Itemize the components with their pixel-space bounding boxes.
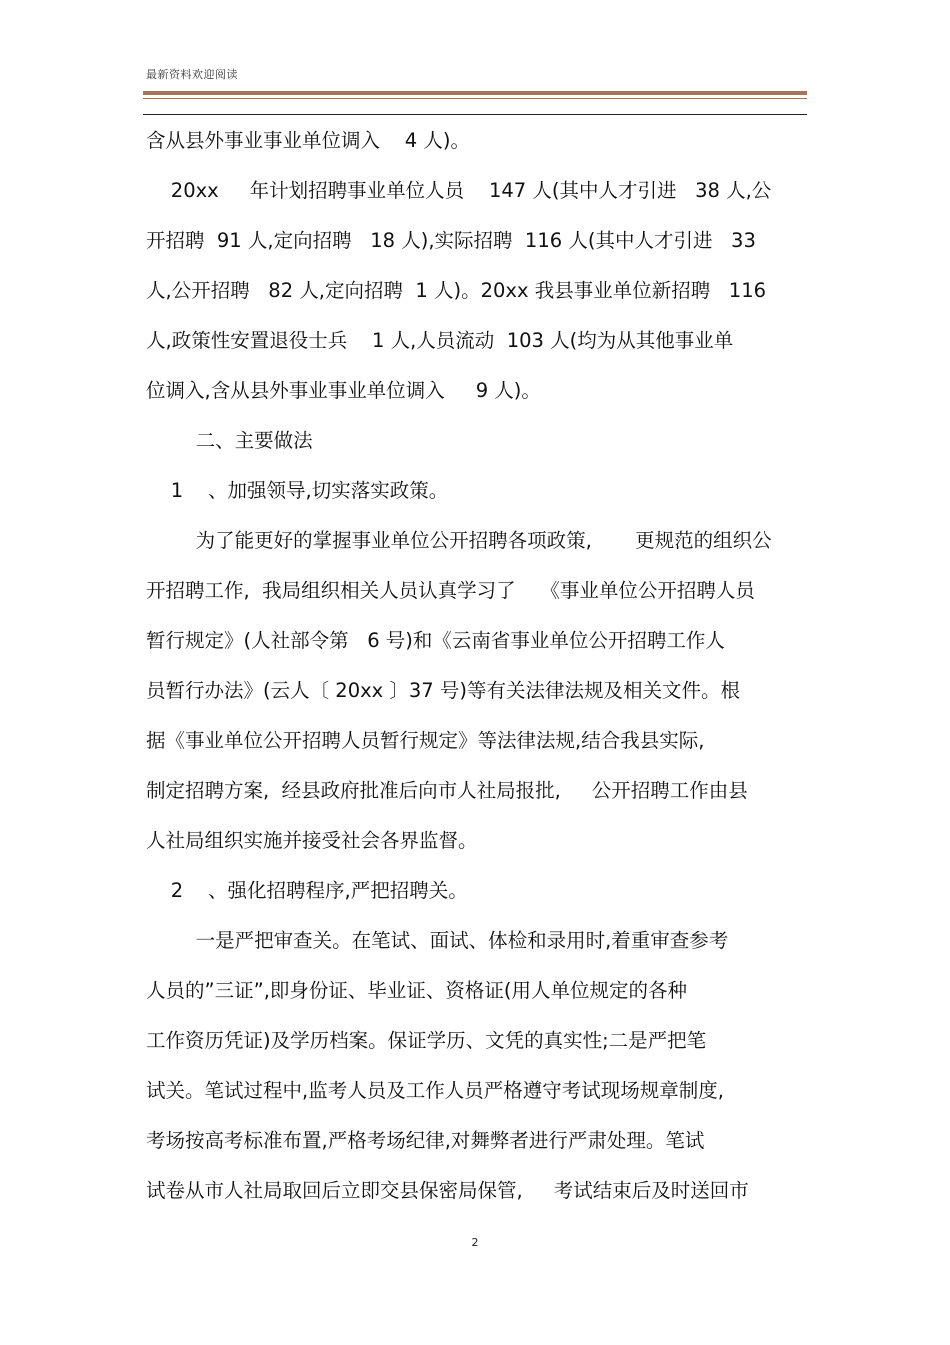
text-line: 一是严把审查关。在笔试、面试、体检和录用时,着重审查参考 (146, 929, 729, 952)
text-line: 制定招聘方案, 经县政府批准后向市人社局报批, 公开招聘工作由县 (146, 779, 748, 802)
text-line: 开招聘 91 人,定向招聘 18 人),实际招聘 116 人(其中人才引进 33 (146, 229, 756, 252)
text-line: 考场按高考标准布置,严格考场纪律,对舞弊者进行严肃处理。笔试 (146, 1129, 705, 1152)
text-line: 工作资历凭证)及学历档案。保证学历、文凭的真实性;二是严把笔 (146, 1029, 707, 1052)
page-header: 最新资料欢迎阅读 (146, 68, 238, 81)
subsection-heading: 2 、强化招聘程序,严把招聘关。 (146, 879, 468, 902)
text-line: 开招聘工作, 我局组织相关人员认真学习了 《事业单位公开招聘人员 (146, 579, 755, 602)
text-line: 据《事业单位公开招聘人员暂行规定》等法律法规,结合我县实际, (146, 729, 705, 752)
text-line: 员暂行办法》(云人〔 20xx 〕37 号)等有关法律法规及相关文件。根 (146, 679, 741, 702)
text-line: 为了能更好的掌握事业单位公开招聘各项政策, 更规范的组织公 (146, 529, 772, 552)
header-rule-black (143, 114, 807, 115)
text-line: 试关。笔试过程中,监考人员及工作人员严格遵守考试现场规章制度, (146, 1079, 724, 1102)
header-rule-thick (143, 91, 807, 95)
text-line: 人,政策性安置退役士兵 1 人,人员流动 103 人(均为从其他事业单 (146, 329, 734, 352)
subsection-heading: 1 、加强领导,切实落实政策。 (146, 479, 449, 502)
text-line: 位调入,含从县外事业事业单位调入 9 人)。 (146, 379, 541, 402)
text-line: 人社局组织实施并接受社会各界监督。 (146, 829, 478, 852)
page-number: 2 (471, 1236, 479, 1249)
text-line: 人员的”三证”,即身份证、毕业证、资格证(用人单位规定的各种 (146, 979, 688, 1002)
header-rule-thin (143, 98, 807, 99)
text-line: 试卷从市人社局取回后立即交县保密局保管, 考试结束后及时送回市 (146, 1179, 749, 1202)
text-line: 暂行规定》(人社部令第 6 号)和《云南省事业单位公开招聘工作人 (146, 629, 725, 652)
text-line: 人,公开招聘 82 人,定向招聘 1 人)。20xx 我县事业单位新招聘 116 (146, 279, 767, 302)
text-line: 含从县外事业事业单位调入 4 人)。 (146, 129, 471, 152)
text-line: 20xx 年计划招聘事业单位人员 147 人(其中人才引进 38 人,公 (146, 179, 772, 202)
section-heading: 二、主要做法 (146, 429, 313, 452)
